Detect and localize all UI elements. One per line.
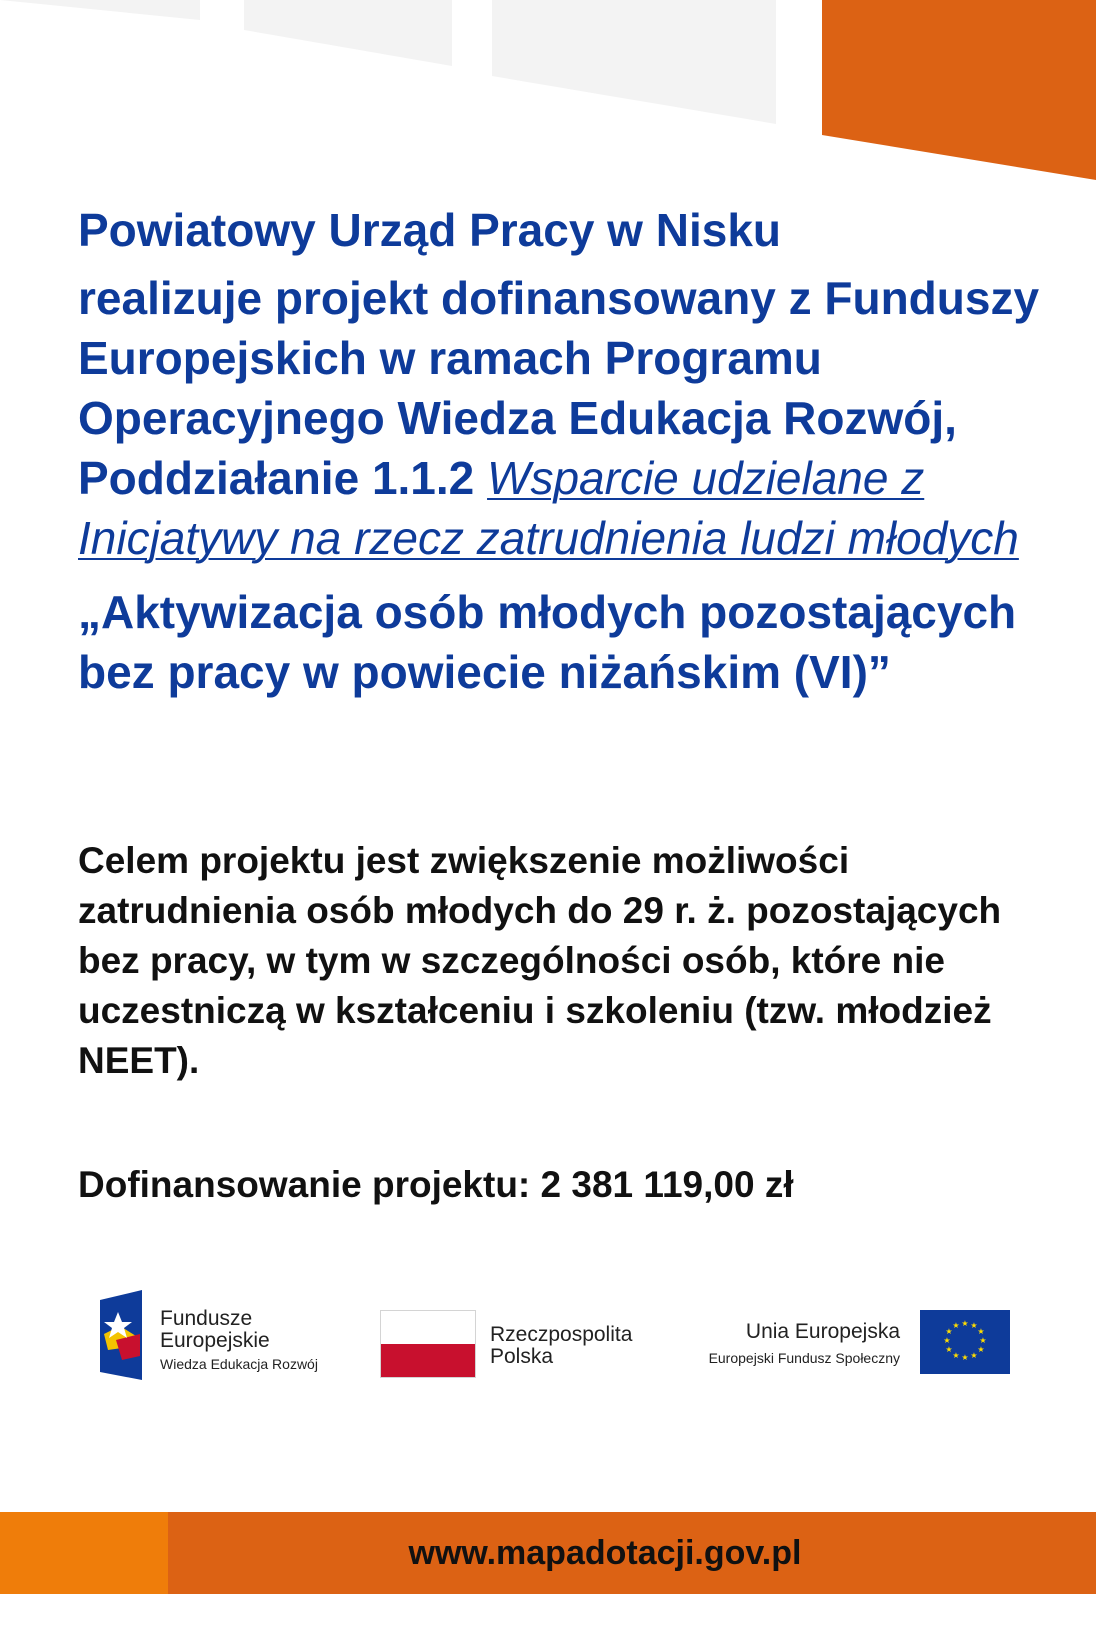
rp-line2: Polska: [490, 1345, 554, 1368]
program-text: realizuje projekt dofinansowany z Funduszy Europejskich w ramach Programu Operacyjnego Wiedza Edukacja Rozwój, Poddziałanie 1.1.2: [78, 272, 1040, 504]
fundusze-europejskie-logo: [100, 1290, 330, 1380]
svg-text:★: ★: [979, 1336, 987, 1345]
rp-line1: Rzeczpospolita: [490, 1323, 633, 1346]
eu-flag-icon: [920, 1310, 1010, 1374]
svg-text:★: ★: [970, 1351, 978, 1360]
beneficiary-line: Powiatowy Urząd Pracy w Nisku: [78, 204, 782, 256]
project-goal: Celem projektu jest zwiększenie możliwości zatrudnienia osób młodych do 29 r. ż. pozostających bez pracy, w tym w szczególności osób, które nie uczestniczą w kształceniu i szkoleniu (tzw. młodzież NEET).: [78, 840, 1002, 1081]
subaction-link[interactable]: Wsparcie udzielane z Inicjatywy na rzecz zatrudnienia ludzi młodych: [78, 452, 1019, 564]
flag-white: [381, 1311, 475, 1344]
project-heading: [78, 200, 1058, 702]
fe-star-icon: [100, 1290, 144, 1380]
project-title: „Aktywizacja osób młodych pozostających bez pracy w powiecie niżańskim (VI)”: [78, 586, 1017, 698]
ue-line1: Unia Europejska: [745, 1320, 900, 1343]
svg-text:★: ★: [977, 1345, 985, 1354]
fe-line1: Fundusze: [160, 1307, 253, 1330]
flag-red: [381, 1344, 475, 1377]
ue-line2: Europejski Fundusz Społeczny: [708, 1350, 900, 1366]
project-funding: Dofinansowanie projektu: 2 381 119,00 zł: [78, 1164, 794, 1205]
funding-program-line: [78, 268, 1058, 568]
svg-text:★: ★: [970, 1321, 978, 1330]
fe-line2: Europejskie: [160, 1329, 270, 1352]
grey-panel-3: [492, 0, 776, 124]
rzeczpospolita-polska-logo: [380, 1310, 660, 1380]
svg-text:★: ★: [977, 1327, 985, 1336]
svg-text:★: ★: [943, 1336, 951, 1345]
grey-panel-1: [0, 0, 200, 20]
svg-text:★: ★: [945, 1327, 953, 1336]
poland-flag-icon: [380, 1310, 476, 1378]
footer-url-link[interactable]: www.mapadotacji.gov.pl: [408, 1534, 802, 1572]
grey-panel-2: [244, 0, 452, 66]
logo-strip: [0, 1290, 1096, 1410]
header-decoration: [0, 0, 1096, 200]
svg-text:★: ★: [952, 1351, 960, 1360]
svg-text:★: ★: [961, 1353, 969, 1362]
svg-text:★: ★: [952, 1321, 960, 1330]
unia-europejska-logo: [700, 1310, 1020, 1380]
orange-panel: [822, 0, 1096, 180]
svg-text:★: ★: [961, 1319, 969, 1328]
svg-text:★: ★: [945, 1345, 953, 1354]
fe-line3: Wiedza Edukacja Rozwój: [160, 1356, 318, 1372]
